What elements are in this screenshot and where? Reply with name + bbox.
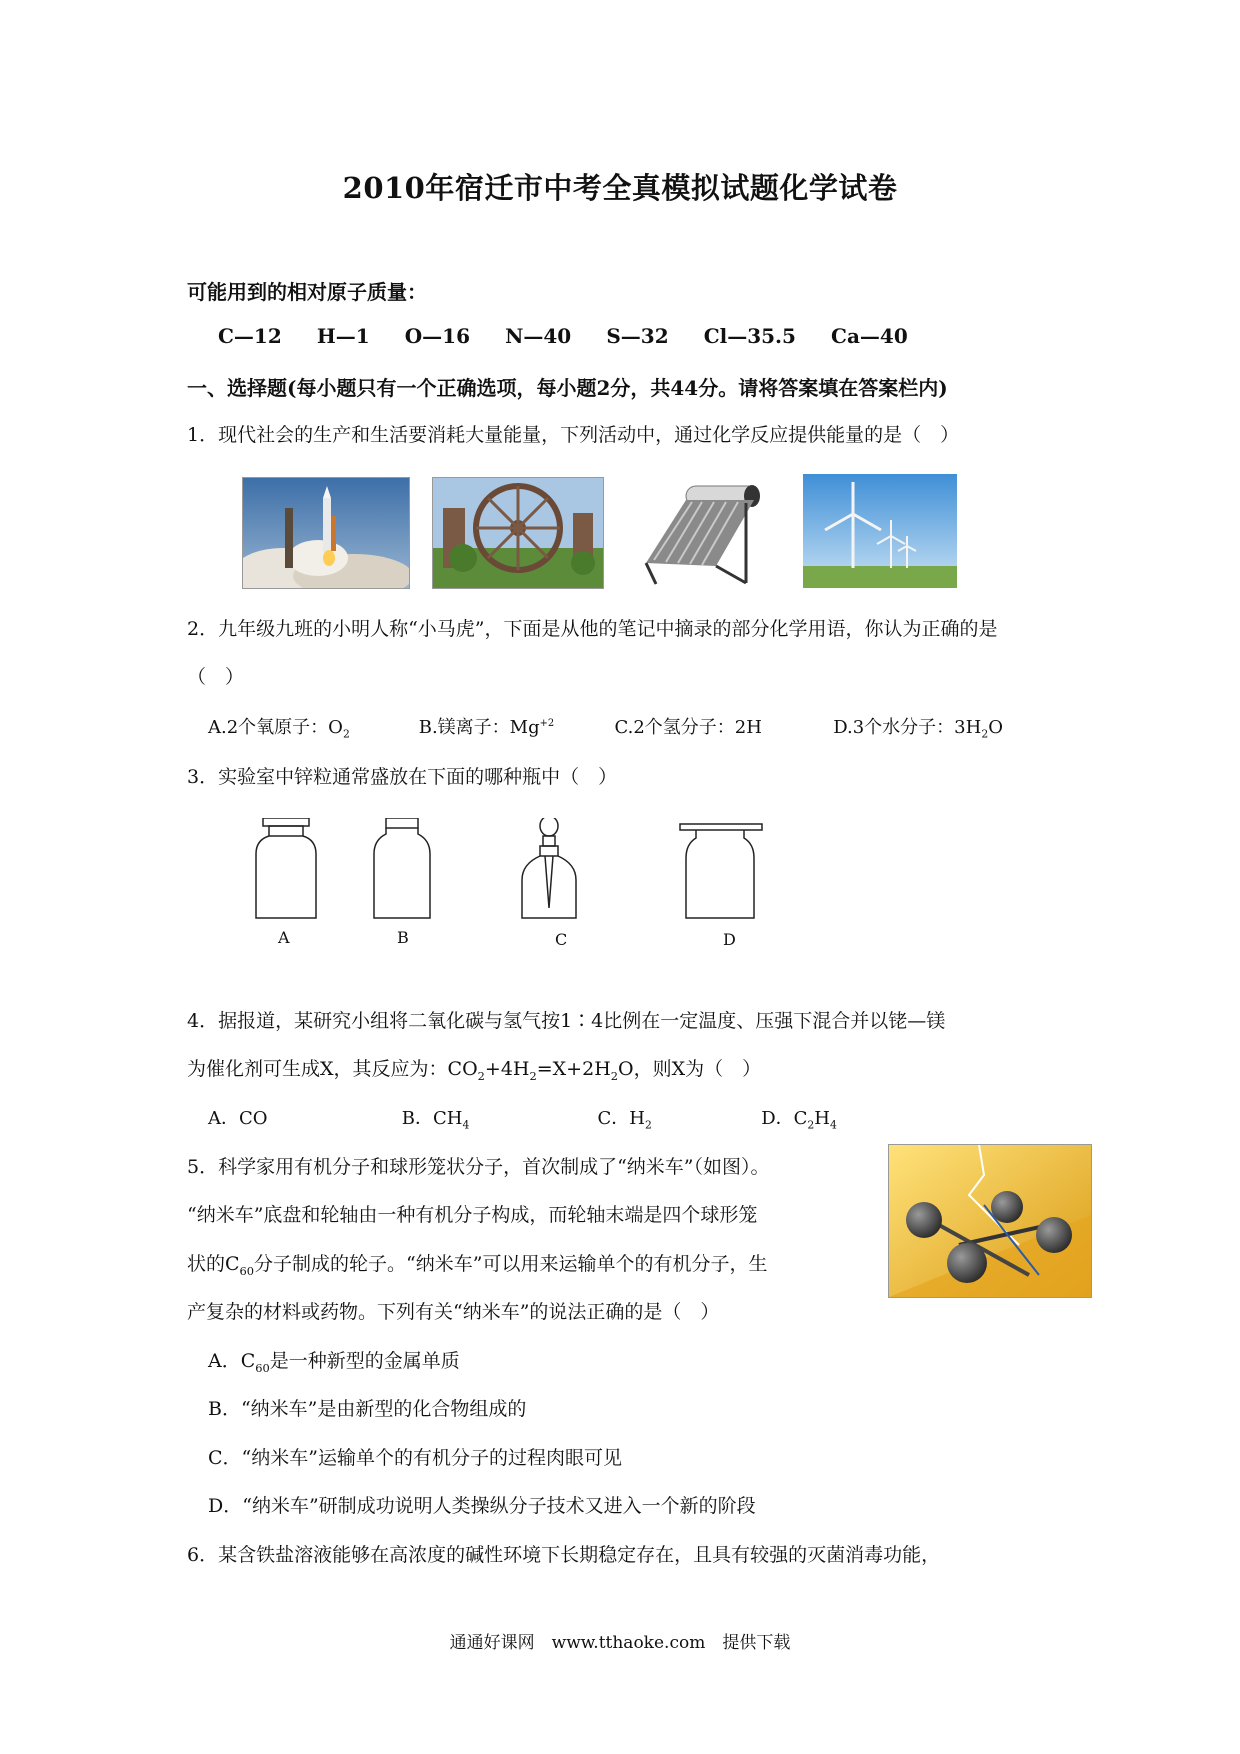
page-footer: 通通好课网 www.tthaoke.com 提供下载 [449,1633,791,1653]
atomic-mass-c: C—12 [218,324,282,348]
q2-option-b: B.镁离子：$Mg^{+2}$ [418,717,555,738]
atomic-mass-h: H—1 [316,324,370,348]
q3-text: 3．实验室中锌粒通常盛放在下面的哪种瓶中（ ） [187,766,618,788]
atomic-mass-cl: Cl—35.5 [703,324,796,348]
q5-text-line3: 状的$C_{60}$分子制成的轮子。“纳米车”可以用来运输单个的有机分子，生 [187,1253,768,1278]
q2-option-a: A.2个氧原子：$O_2$ [208,717,350,741]
q4-equation-line: 为催化剂可生成X，其反应为：$CO_2+4H_2=X+2H_2O$，则X为（ ） [187,1058,762,1083]
solar-water-heater-image [625,477,765,589]
q4-options [208,1104,837,1132]
q2-options [208,713,1003,741]
atomic-mass-s: S—32 [606,324,669,348]
q4-option-d: D．$C_2H_4$ [761,1108,837,1132]
q4-option-a: A．CO [208,1108,268,1129]
q5-text-line2: “纳米车”底盘和轮轴由一种有机分子构成，而轮轴末端是四个球形笼 [187,1204,758,1226]
wind-turbines-image [802,473,958,589]
bottle-label-a: A [278,928,290,947]
q4-text-line1: 4．据报道，某研究小组将二氧化碳与氢气按1∶4比例在一定温度、压强下混合并以铑—镁 [187,1010,946,1032]
q2-option-c: C.2个氢分子：2H [614,717,762,738]
q5-option-c: C．“纳米车”运输单个的有机分子的过程肉眼可见 [208,1447,622,1469]
section1-heading: 一、选择题(每小题只有一个正确选项，每小题2分，共44分。请将答案填在答案栏内) [187,376,948,400]
q2-text-line2: （ ） [187,666,245,688]
page-title: 2010年宿迁市中考全真模拟试题化学试卷 [342,171,898,205]
atomic-mass-o: O—16 [404,324,471,348]
atomic-mass-header: 可能用到的相对原子质量： [187,280,427,304]
q5-text-line1: 5．科学家用有机分子和球形笼状分子，首次制成了“纳米车”（如图）。 [187,1156,770,1178]
atomic-mass-n: N—40 [505,324,572,348]
rocket-launch-image [242,477,410,589]
q2-option-d: D.3个水分子：$3H_2O$ [833,717,1003,741]
atomic-mass-list [218,324,938,348]
bottle-diagram [240,818,800,958]
nanocar-image [888,1144,1092,1298]
q5-text-line4: 产复杂的材料或药物。下列有关“纳米车”的说法正确的是（ ） [187,1301,720,1323]
q5-option-a: A．$C_{60}$是一种新型的金属单质 [208,1350,460,1375]
q4-option-c: C．$H_2$ [597,1108,652,1132]
bottle-label-b: B [397,928,409,947]
q1-text: 1．现代社会的生产和生活要消耗大量能量，下列活动中，通过化学反应提供能量的是（ ） [187,424,960,446]
q4-option-b: B．$CH_4$ [401,1108,470,1132]
q6-text: 6．某含铁盐溶液能够在高浓度的碱性环境下长期稳定存在，且具有较强的灭菌消毒功能， [187,1544,941,1566]
bottle-label-c: C [555,930,568,949]
q5-option-b: B．“纳米车”是由新型的化合物组成的 [208,1398,527,1420]
q2-text-line1: 2．九年级九班的小明人称“小马虎”，下面是从他的笔记中摘录的部分化学用语，你认为正确的是 [187,618,998,640]
water-wheel-image [432,477,604,589]
bottle-label-d: D [723,930,736,949]
q5-option-d: D．“纳米车”研制成功说明人类操纵分子技术又进入一个新的阶段 [208,1495,756,1517]
atomic-mass-ca: Ca—40 [831,324,908,348]
